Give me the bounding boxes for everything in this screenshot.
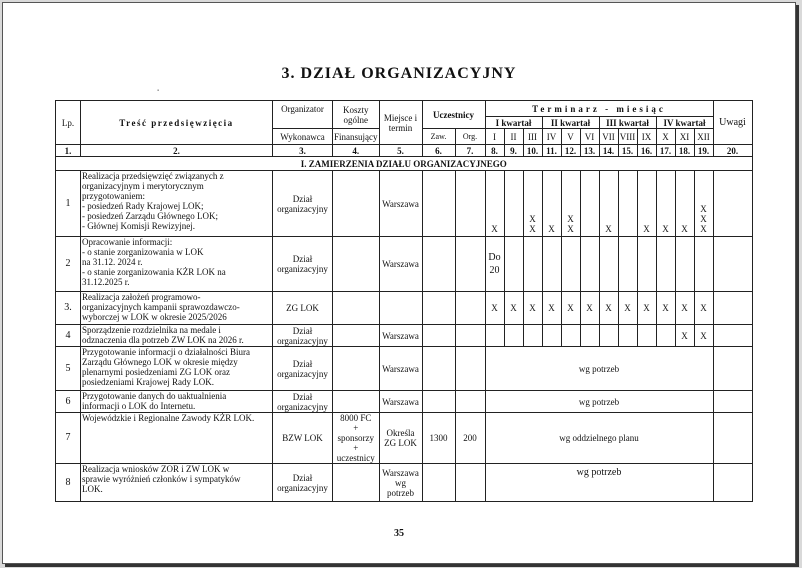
row-description: Realizacja założeń programowo- organizacyjnych kampanii sprawozdawczo- wyborczej w LOK w okresie 2025/2026 [81,292,273,325]
month-cell [599,325,618,347]
month-cell [523,237,542,292]
month-1: I [485,129,504,145]
column-number: 19. [694,145,713,157]
month-12: XII [694,129,713,145]
month-cell [485,325,504,347]
row-description: Realizacja przedsięwzięć związanych z organizacyjnym i merytorycznym przygotowaniem: - posiedzeń Rady Krajowej LOK; - posiedzeń Zarządu Głównego LOK; - Głównej Komisji Rewizyjnej. [81,171,273,237]
month-cell [618,237,637,292]
month-cell [542,237,561,292]
month-cell: X [599,292,618,325]
row-wykonawca: Dział organizacyjny [273,464,333,502]
row-zaw: 1300 [422,413,455,464]
plan-table [55,100,753,502]
row-miejsce [379,292,422,325]
month-cell: X [504,292,523,325]
table-row [56,347,753,391]
month-11: XI [675,129,694,145]
header-lp: Lp. [56,101,81,145]
row-zaw [422,171,455,237]
month-2: II [504,129,523,145]
row-uwagi [713,464,752,502]
row-uwagi [713,292,752,325]
month-cell: Do 20 [485,237,504,292]
row-uwagi [713,237,752,292]
row-wykonawca: Dział organizacyjny [273,171,333,237]
column-number: 16. [637,145,656,157]
row-lp: 1 [56,171,81,237]
row-uwagi [713,325,752,347]
month-cell: X [694,292,713,325]
row-org [455,237,485,292]
row-miejsce: Warszawa wg potrzeb [379,464,422,502]
month-cell [618,171,637,237]
month-cell: X [675,171,694,237]
month-cell: X [523,292,542,325]
table-row [56,237,753,292]
month-cell [637,325,656,347]
column-number: 5. [379,145,422,157]
month-cell [580,171,599,237]
month-cell: X [637,171,656,237]
month-cell: X X [561,171,580,237]
table-row [56,325,753,347]
row-description: Realizacja wniosków ZOR i ZW LOK w sprawie wyróżnień członków i sympatyków LOK. [81,464,273,502]
month-8: VIII [618,129,637,145]
row-lp: 4 [56,325,81,347]
page-title: 3. DZIAŁ ORGANIZACYJNY [281,65,517,82]
row-koszty [333,237,380,292]
month-cell: X [542,292,561,325]
row-wykonawca: Dział organizacyjny [273,391,333,413]
quarter-3: III kwartał [599,117,656,129]
row-zaw [422,464,455,502]
row-koszty [333,347,380,391]
column-number: 1. [56,145,81,157]
row-description: Opracowanie informacji: - o stanie zorganizowania w LOK na 31.12. 2024 r. - o stanie zorganizowania KŻR LOK na 31.12.2025 r. [81,237,273,292]
header-org: Org. [455,129,485,145]
month-cell: X [675,325,694,347]
month-cell [561,325,580,347]
month-cell: X [637,292,656,325]
month-cell [580,325,599,347]
month-7: VII [599,129,618,145]
month-cell: X [542,171,561,237]
row-description: Sporządzenie rozdzielnika na medale i odznaczenia dla potrzeb ZW LOK na 2026 r. [81,325,273,347]
column-number: 12. [561,145,580,157]
month-cell: X [656,292,675,325]
row-zaw [422,391,455,413]
row-koszty: 8000 FC + sponsorzy + uczestnicy [333,413,380,464]
section-heading: I. ZAMIERZENIA DZIAŁU ORGANIZACYJNEGO [56,157,753,171]
month-cell: X [580,292,599,325]
row-lp: 2 [56,237,81,292]
document-page [2,2,796,564]
row-koszty [333,391,380,413]
row-org [455,292,485,325]
month-cell: X X [523,171,542,237]
row-koszty [333,325,380,347]
month-cell [580,237,599,292]
month-cell: X [618,292,637,325]
row-lp: 8 [56,464,81,502]
row-miejsce: Warszawa [379,347,422,391]
month-cell: X X X [694,171,713,237]
month-cell [694,237,713,292]
row-wykonawca: Dział organizacyjny [273,325,333,347]
header-wykonawca: Wykonawca [273,129,333,145]
row-org [455,325,485,347]
column-number: 8. [485,145,504,157]
column-number: 7. [455,145,485,157]
header-koszty: Koszty ogólne [333,101,380,129]
column-number: 13. [580,145,599,157]
month-cell [656,325,675,347]
column-number-row [56,145,753,157]
row-koszty [333,171,380,237]
header-uwagi: Uwagi [713,101,752,145]
row-wykonawca: ZG LOK [273,292,333,325]
month-cell: X [599,171,618,237]
month-4: IV [542,129,561,145]
row-schedule-note: wg potrzeb [485,347,713,391]
table-row [56,292,753,325]
month-cell: X [656,171,675,237]
column-number: 20. [713,145,752,157]
row-koszty [333,292,380,325]
header-miejsce: Miejsce i termin [379,101,422,145]
row-org [455,347,485,391]
table-row [56,391,753,413]
row-wykonawca: Dział organizacyjny [273,347,333,391]
column-number: 2. [81,145,273,157]
row-lp: 7 [56,413,81,464]
column-number: 17. [656,145,675,157]
row-schedule-note: wg oddzielnego planu [485,413,713,464]
row-miejsce: Warszawa [379,237,422,292]
row-org [455,464,485,502]
row-miejsce: Warszawa [379,391,422,413]
row-lp: 5 [56,347,81,391]
row-description: Przygotowanie danych do uaktualnienia informacji o LOK do Internetu. [81,391,273,413]
month-cell: X [485,292,504,325]
month-cell [656,237,675,292]
month-cell [561,237,580,292]
month-5: V [561,129,580,145]
row-zaw [422,237,455,292]
column-number: 18. [675,145,694,157]
row-zaw [422,292,455,325]
row-uwagi [713,391,752,413]
column-number: 6. [422,145,455,157]
quarter-4: IV kwartał [656,117,713,129]
month-10: X [656,129,675,145]
scan-artifact: ▪ [157,88,160,94]
column-number: 11. [542,145,561,157]
row-org [455,391,485,413]
row-miejsce: Określa ZG LOK [379,413,422,464]
column-number: 10. [523,145,542,157]
table-row [56,464,753,502]
header-organizator: Organizator [273,101,333,129]
row-description: Wojewódzkie i Regionalne Zawody KŻR LOK. [81,413,273,464]
month-cell [504,325,523,347]
row-koszty [333,464,380,502]
header-finansujacy: Finansujący [333,129,380,145]
row-uwagi [713,347,752,391]
column-number: 4. [333,145,380,157]
page-number: 35 [394,528,404,539]
row-lp: 3. [56,292,81,325]
row-uwagi [713,171,752,237]
row-miejsce: Warszawa [379,171,422,237]
table-row [56,171,753,237]
table-row [56,413,753,464]
month-cell: X [694,325,713,347]
quarter-2: II kwartał [542,117,599,129]
column-number: 3. [273,145,333,157]
header-terminarz: Terminarz - miesiąc [485,101,713,117]
column-number: 15. [618,145,637,157]
month-6: VI [580,129,599,145]
month-cell: X [485,171,504,237]
row-org: 200 [455,413,485,464]
row-wykonawca: BZW LOK [273,413,333,464]
row-uwagi [713,413,752,464]
month-3: III [523,129,542,145]
month-cell [618,325,637,347]
row-zaw [422,325,455,347]
month-cell [637,237,656,292]
month-cell: X [675,292,694,325]
month-cell [542,325,561,347]
month-cell: X [561,292,580,325]
header-uczestnicy: Uczestnicy [422,101,485,129]
row-org [455,171,485,237]
column-number: 9. [504,145,523,157]
month-cell [504,237,523,292]
row-description: Przygotowanie informacji o działalności Biura Zarządu Głównego LOK w okresie między plenarnymi posiedzeniami ZG LOK oraz posiedzeniami Krajowej Rady LOK. [81,347,273,391]
month-9: IX [637,129,656,145]
row-wykonawca: Dział organizacyjny [273,237,333,292]
row-miejsce: Warszawa [379,325,422,347]
month-cell [504,171,523,237]
row-lp: 6 [56,391,81,413]
month-cell [675,237,694,292]
row-schedule-note: wg potrzeb [485,464,713,502]
header-tresc: Treść przedsięwzięcia [81,101,273,145]
quarter-1: I kwartał [485,117,542,129]
month-cell [523,325,542,347]
column-number: 14. [599,145,618,157]
row-zaw [422,347,455,391]
month-cell [599,237,618,292]
header-zaw: Zaw. [422,129,455,145]
row-schedule-note: wg potrzeb [485,391,713,413]
